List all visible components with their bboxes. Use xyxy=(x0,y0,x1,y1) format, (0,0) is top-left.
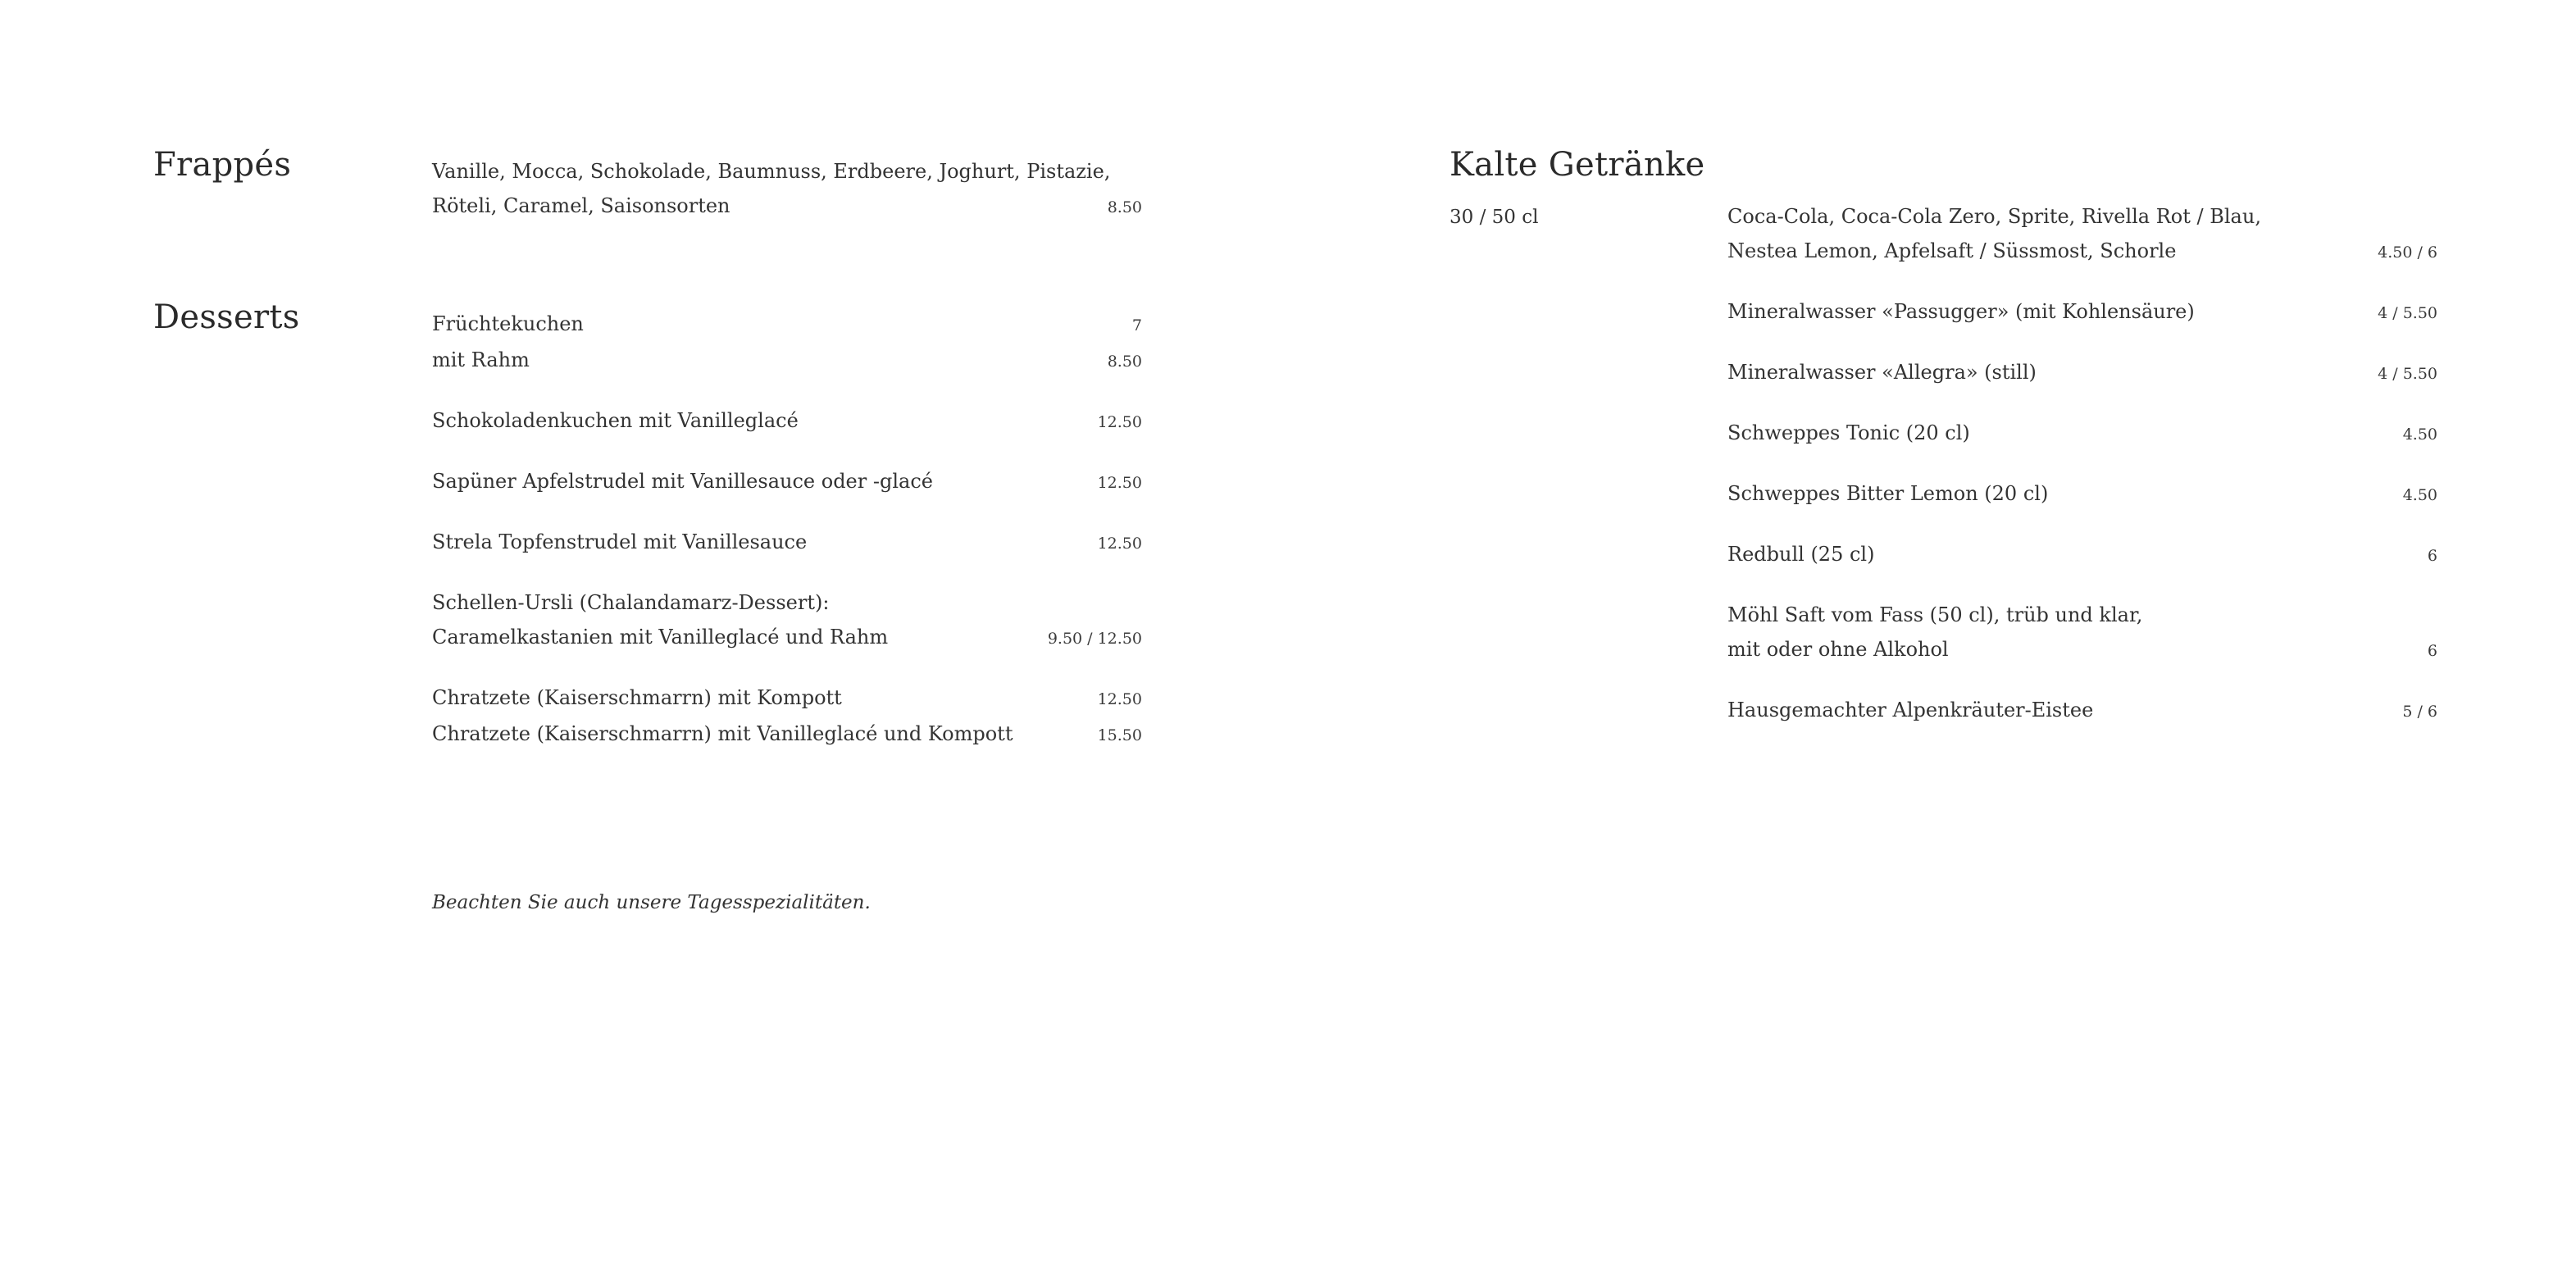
menu-line xyxy=(1727,294,2437,330)
item-text: Schweppes Bitter Lemon (20 cl) xyxy=(1727,482,2049,505)
volume-label: 30 / 50 cl xyxy=(1450,207,1539,228)
item-price: 4 / 5.50 xyxy=(2378,304,2437,322)
kalte-getraenke-title: Kalte Getränke xyxy=(1450,146,1705,184)
menu-item xyxy=(432,154,1142,225)
item-text: Strela Topfenstrudel mit Vanillesauce xyxy=(432,530,808,553)
menu-line xyxy=(432,343,1142,379)
item-price: 8.50 xyxy=(1107,198,1142,216)
item-text: Redbull (25 cl) xyxy=(1727,543,1875,566)
item-price: 5 / 6 xyxy=(2402,703,2437,721)
item-price: 4.50 xyxy=(2402,426,2437,444)
item-text: mit oder ohne Alkohol xyxy=(1727,638,1949,661)
item-text: mit Rahm xyxy=(432,348,530,371)
menu-item xyxy=(432,403,1142,439)
menu-line xyxy=(1727,355,2437,391)
desserts-list xyxy=(432,307,1142,777)
menu-line xyxy=(432,403,1142,439)
item-price: 4.50 / 6 xyxy=(2378,243,2437,262)
item-text: Sapüner Apfelstrudel mit Vanillesauce oder -glacé xyxy=(432,470,933,493)
menu-line xyxy=(432,154,1142,189)
menu-line xyxy=(1727,476,2437,512)
menu-item xyxy=(1727,294,2437,330)
desserts-title: Desserts xyxy=(153,298,300,336)
menu-line xyxy=(432,680,1142,717)
item-price: 12.50 xyxy=(1097,474,1142,492)
menu-line xyxy=(432,189,1142,225)
daily-specials-note: Beachten Sie auch unsere Tagesspezialitäten. xyxy=(432,892,871,913)
menu-line xyxy=(1727,416,2437,452)
item-text: Möhl Saft vom Fass (50 cl), trüb und klar, xyxy=(1727,603,2143,626)
menu-item xyxy=(1727,476,2437,512)
menu-item xyxy=(1727,355,2437,391)
menu-item xyxy=(1727,537,2437,573)
item-price: 12.50 xyxy=(1097,413,1142,431)
item-price: 4.50 xyxy=(2402,486,2437,504)
item-price: 9.50 / 12.50 xyxy=(1047,630,1142,648)
item-text: Nestea Lemon, Apfelsaft / Süssmost, Schorle xyxy=(1727,239,2177,262)
menu-line xyxy=(432,464,1142,500)
frappes-title: Frappés xyxy=(153,146,292,184)
item-price: 8.50 xyxy=(1107,353,1142,371)
item-price: 12.50 xyxy=(1097,535,1142,553)
item-text: Chratzete (Kaiserschmarrn) mit Vanilleglacé und Kompott xyxy=(432,722,1013,745)
item-text: Mineralwasser «Allegra» (still) xyxy=(1727,361,2037,384)
menu-line xyxy=(1727,199,2437,234)
menu-line xyxy=(432,620,1142,656)
menu-line xyxy=(1727,234,2437,270)
item-text: Schellen-Ursli (Chalandamarz-Dessert): xyxy=(432,591,830,614)
menu-line xyxy=(432,525,1142,561)
item-price: 7 xyxy=(1131,316,1142,335)
menu-line xyxy=(1727,632,2437,668)
item-text: Caramelkastanien mit Vanilleglacé und Rahm xyxy=(432,626,889,649)
item-price: 4 / 5.50 xyxy=(2378,365,2437,383)
item-price: 6 xyxy=(2427,547,2437,565)
menu-item xyxy=(432,585,1142,656)
menu-line xyxy=(1727,693,2437,729)
menu-item xyxy=(432,464,1142,500)
menu-line xyxy=(432,717,1142,753)
frappes-list xyxy=(432,154,1142,249)
menu-item xyxy=(432,680,1142,753)
item-price: 12.50 xyxy=(1097,690,1142,708)
item-price: 15.50 xyxy=(1097,726,1142,744)
menu-line xyxy=(1727,537,2437,573)
item-text: Hausgemachter Alpenkräuter-Eistee xyxy=(1727,699,2094,721)
item-text: Coca-Cola, Coca-Cola Zero, Sprite, Rivella Rot / Blau, xyxy=(1727,205,2261,228)
menu-item xyxy=(1727,693,2437,729)
menu-item xyxy=(1727,199,2437,270)
menu-item xyxy=(432,307,1142,379)
menu-line xyxy=(1727,598,2437,632)
item-text: Mineralwasser «Passugger» (mit Kohlensäure) xyxy=(1727,300,2195,323)
item-text: Früchtekuchen xyxy=(432,312,584,335)
kalte-getraenke-list xyxy=(1727,199,2437,753)
item-text: Schokoladenkuchen mit Vanilleglacé xyxy=(432,409,799,432)
menu-line xyxy=(432,307,1142,343)
menu-item xyxy=(1727,416,2437,452)
item-text: Chratzete (Kaiserschmarrn) mit Kompott xyxy=(432,686,842,709)
item-text: Röteli, Caramel, Saisonsorten xyxy=(432,194,730,217)
menu-item xyxy=(432,525,1142,561)
item-price: 6 xyxy=(2427,642,2437,660)
item-text: Schweppes Tonic (20 cl) xyxy=(1727,421,1970,444)
menu-item xyxy=(1727,598,2437,668)
item-text: Vanille, Mocca, Schokolade, Baumnuss, Erdbeere, Joghurt, Pistazie, xyxy=(432,160,1111,183)
menu-line xyxy=(432,585,1142,620)
